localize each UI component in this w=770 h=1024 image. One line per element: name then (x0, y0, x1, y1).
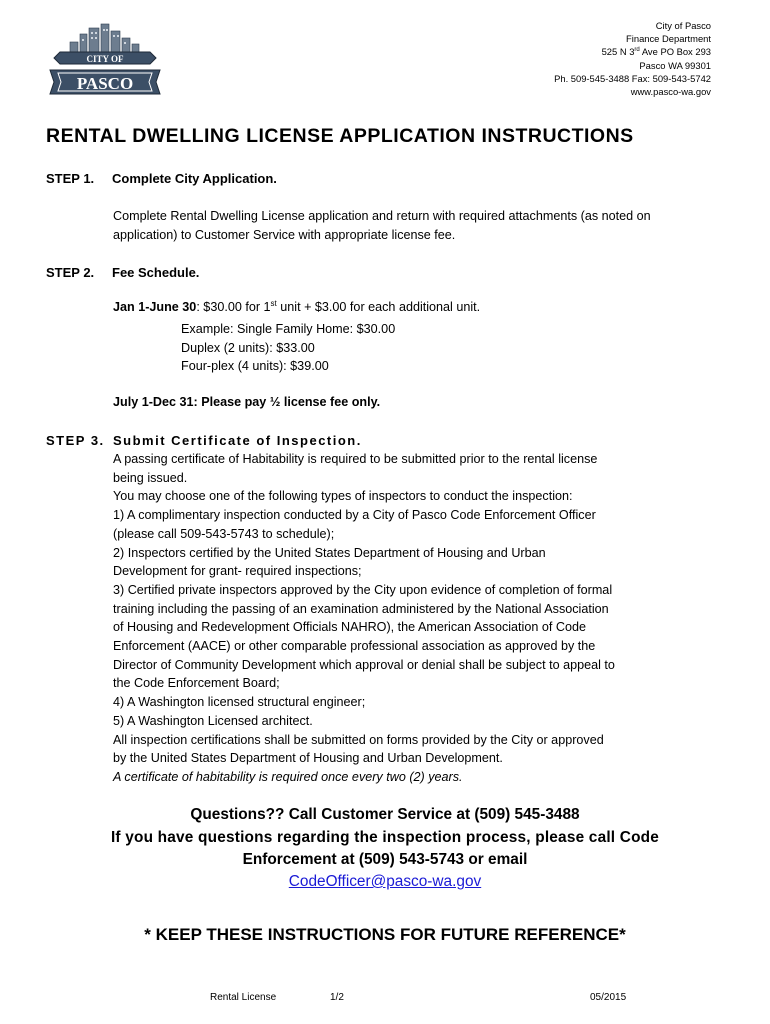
keep-instructions-note: * KEEP THESE INSTRUCTIONS FOR FUTURE REFERENCE* (144, 925, 626, 944)
step-2-heading (46, 265, 200, 280)
step-3-line: being issued. (113, 470, 188, 485)
street-address: 525 N 3rd Ave PO Box 293 (601, 46, 711, 58)
step-3-line: 2) Inspectors certified by the United States Department of Housing and Urban (113, 545, 546, 560)
step-3-line: Director of Community Development which approval or denial shall be subject to appeal to (113, 657, 615, 672)
email-line (0, 873, 770, 891)
step-3-line: the Code Enforcement Board; (113, 676, 280, 691)
step-3-line: 1) A complimentary inspection conducted by a City of Pasco Code Enforcement Officer (113, 508, 596, 523)
department: Finance Department (626, 33, 711, 45)
step-3-line: A passing certificate of Habitability is required to be submitted prior to the rental license (113, 452, 598, 466)
step-3-line: Enforcement (AACE) or other comparable professional association as approved by the (113, 639, 596, 654)
footer-page-number: 1/2 (330, 992, 344, 1003)
page-title: RENTAL DWELLING LICENSE APPLICATION INSTRUCTIONS (46, 125, 634, 147)
step-3-desc: Submit Certificate of Inspection. (113, 433, 362, 448)
code-enforcement-line: Enforcement at (509) 543-5743 or email (242, 851, 528, 868)
step-3-line: (please call 509-543-5743 to schedule); (113, 526, 335, 541)
step-3-line: training including the passing of an examination administered by the National Association (113, 601, 609, 616)
step-1-number: STEP 1. (46, 171, 95, 186)
fee-period: Jan 1-June 30 (113, 300, 197, 314)
step-1-desc: Complete City Application. (112, 171, 277, 186)
step-1-heading (46, 171, 277, 186)
footer-date: 05/2015 (590, 992, 627, 1003)
step-3-line: of Housing and Redevelopment Officials NAHRO), the American Association of Code (113, 620, 586, 635)
fee-schedule-line: Jan 1-June 30: $30.00 for 1st unit + $3.00 for each additional unit. (113, 298, 481, 314)
step-1-body: Complete Rental Dwelling License application and return with required attachments (as noted on application) to Customer Service with appropriate license fee. (113, 209, 651, 242)
website-link[interactable]: www.pasco-wa.gov (630, 86, 711, 98)
fee-examples (181, 320, 395, 376)
step-2-number: STEP 2. (46, 265, 95, 280)
step-3-number: STEP 3. (46, 433, 105, 448)
step-2-desc: Fee Schedule. (112, 265, 200, 280)
fee-example: Example: Single Family Home: $30.00 (181, 322, 396, 336)
fee-example: Duplex (2 units): $33.00 (181, 340, 315, 355)
half-fee-note: July 1-Dec 31: Please pay ½ license fee only. (113, 395, 381, 409)
step-3-body (113, 450, 723, 787)
city-of-pasco-logo (46, 22, 164, 98)
city-state-zip: Pasco WA 99301 (639, 59, 711, 71)
step-3-line: 4) A Washington licensed structural engineer; (113, 695, 366, 710)
footer-form-name: Rental License (210, 992, 277, 1003)
org-name: City of Pasco (655, 20, 711, 31)
address-block (554, 19, 711, 98)
step-3-line: You may choose one of the following types of inspectors to conduct the inspection: (113, 489, 573, 504)
customer-service-line: Questions?? Call Customer Service at (509) 545-3488 (190, 806, 580, 823)
logo-line-1: CITY OF (86, 54, 124, 64)
habitability-note: A certificate of habitability is required once every two (2) years. (113, 769, 463, 784)
inspection-questions-line: If you have questions regarding the inspection process, please call Code (110, 829, 660, 846)
phone-fax: Ph. 509-545-3488 Fax: 509-543-5742 (554, 72, 711, 84)
logo-line-2: PASCO (76, 74, 134, 93)
step-3-line: All inspection certifications shall be submitted on forms provided by the City or approved (113, 732, 604, 747)
code-officer-email-link[interactable]: CodeOfficer@pasco-wa.gov (288, 873, 482, 890)
step-3-line: Development for grant- required inspections; (113, 564, 362, 579)
step-3-line: by the United States Department of Housing and Urban Development. (113, 751, 503, 766)
step-3-line: 5) A Washington Licensed architect. (113, 713, 313, 728)
fee-example: Four-plex (4 units): $39.00 (181, 359, 329, 374)
step-3-heading (46, 433, 362, 448)
step-3-line: 3) Certified private inspectors approved by the City upon evidence of completion of formal (113, 582, 613, 597)
